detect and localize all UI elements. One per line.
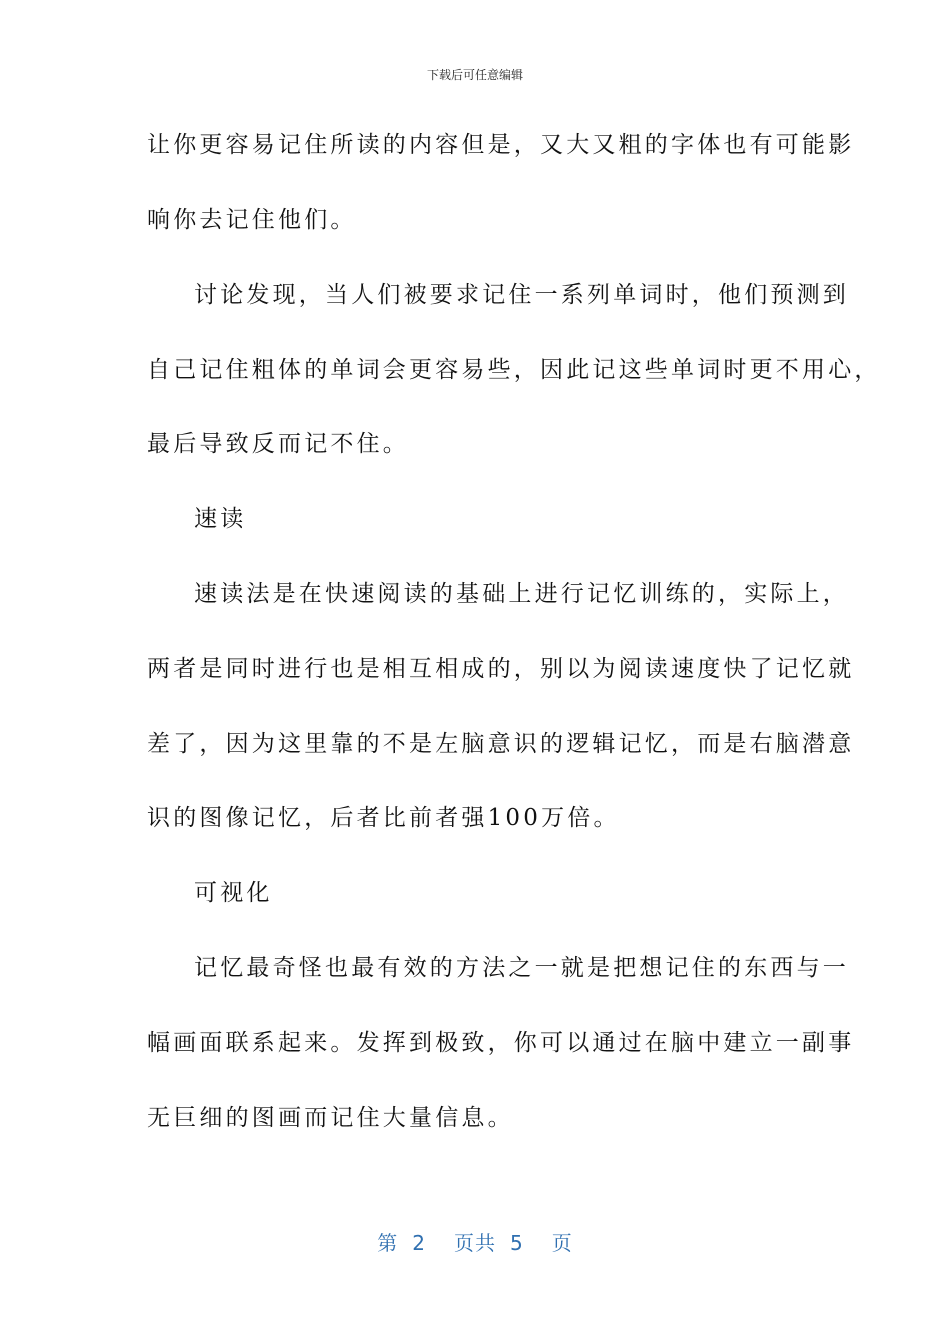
body-line: 最后导致反而记不住。 xyxy=(147,431,409,457)
body-line: 幅画面联系起来。发挥到极致，你可以通过在脑中建立一副事 xyxy=(147,1030,855,1056)
body-line: 响你去记住他们。 xyxy=(147,207,357,233)
section-heading: 速读 xyxy=(194,506,247,532)
footer-prefix: 第 xyxy=(377,1231,399,1255)
page-footer xyxy=(0,1227,950,1256)
footer-page-number: 2 xyxy=(412,1231,426,1255)
body-line: 讨论发现，当人们被要求记住一系列单词时，他们预测到 xyxy=(194,282,849,308)
page-header: 下载后可任意编辑 xyxy=(426,68,523,82)
body-line: 差了，因为这里靠的不是左脑意识的逻辑记忆，而是右脑潜意 xyxy=(147,731,855,757)
body-line: 记忆最奇怪也最有效的方法之一就是把想记住的东西与一 xyxy=(194,955,849,981)
footer-total-pages: 5 xyxy=(510,1231,524,1255)
footer-suffix: 页 xyxy=(551,1231,573,1255)
section-heading: 可视化 xyxy=(194,880,273,906)
footer-middle: 页共 xyxy=(454,1231,496,1255)
body-line: 让你更容易记住所读的内容但是，又大又粗的字体也有可能影 xyxy=(147,132,855,158)
body-line: 无巨细的图画而记住大量信息。 xyxy=(147,1105,514,1131)
body-line: 速读法是在快速阅读的基础上进行记忆训练的，实际上， xyxy=(194,581,849,607)
body-line: 识的图像记忆，后者比前者强100万倍。 xyxy=(147,805,620,831)
body-line: 自己记住粗体的单词会更容易些，因此记这些单词时更不用心， xyxy=(147,357,881,383)
body-line: 两者是同时进行也是相互相成的，别以为阅读速度快了记忆就 xyxy=(147,656,855,682)
